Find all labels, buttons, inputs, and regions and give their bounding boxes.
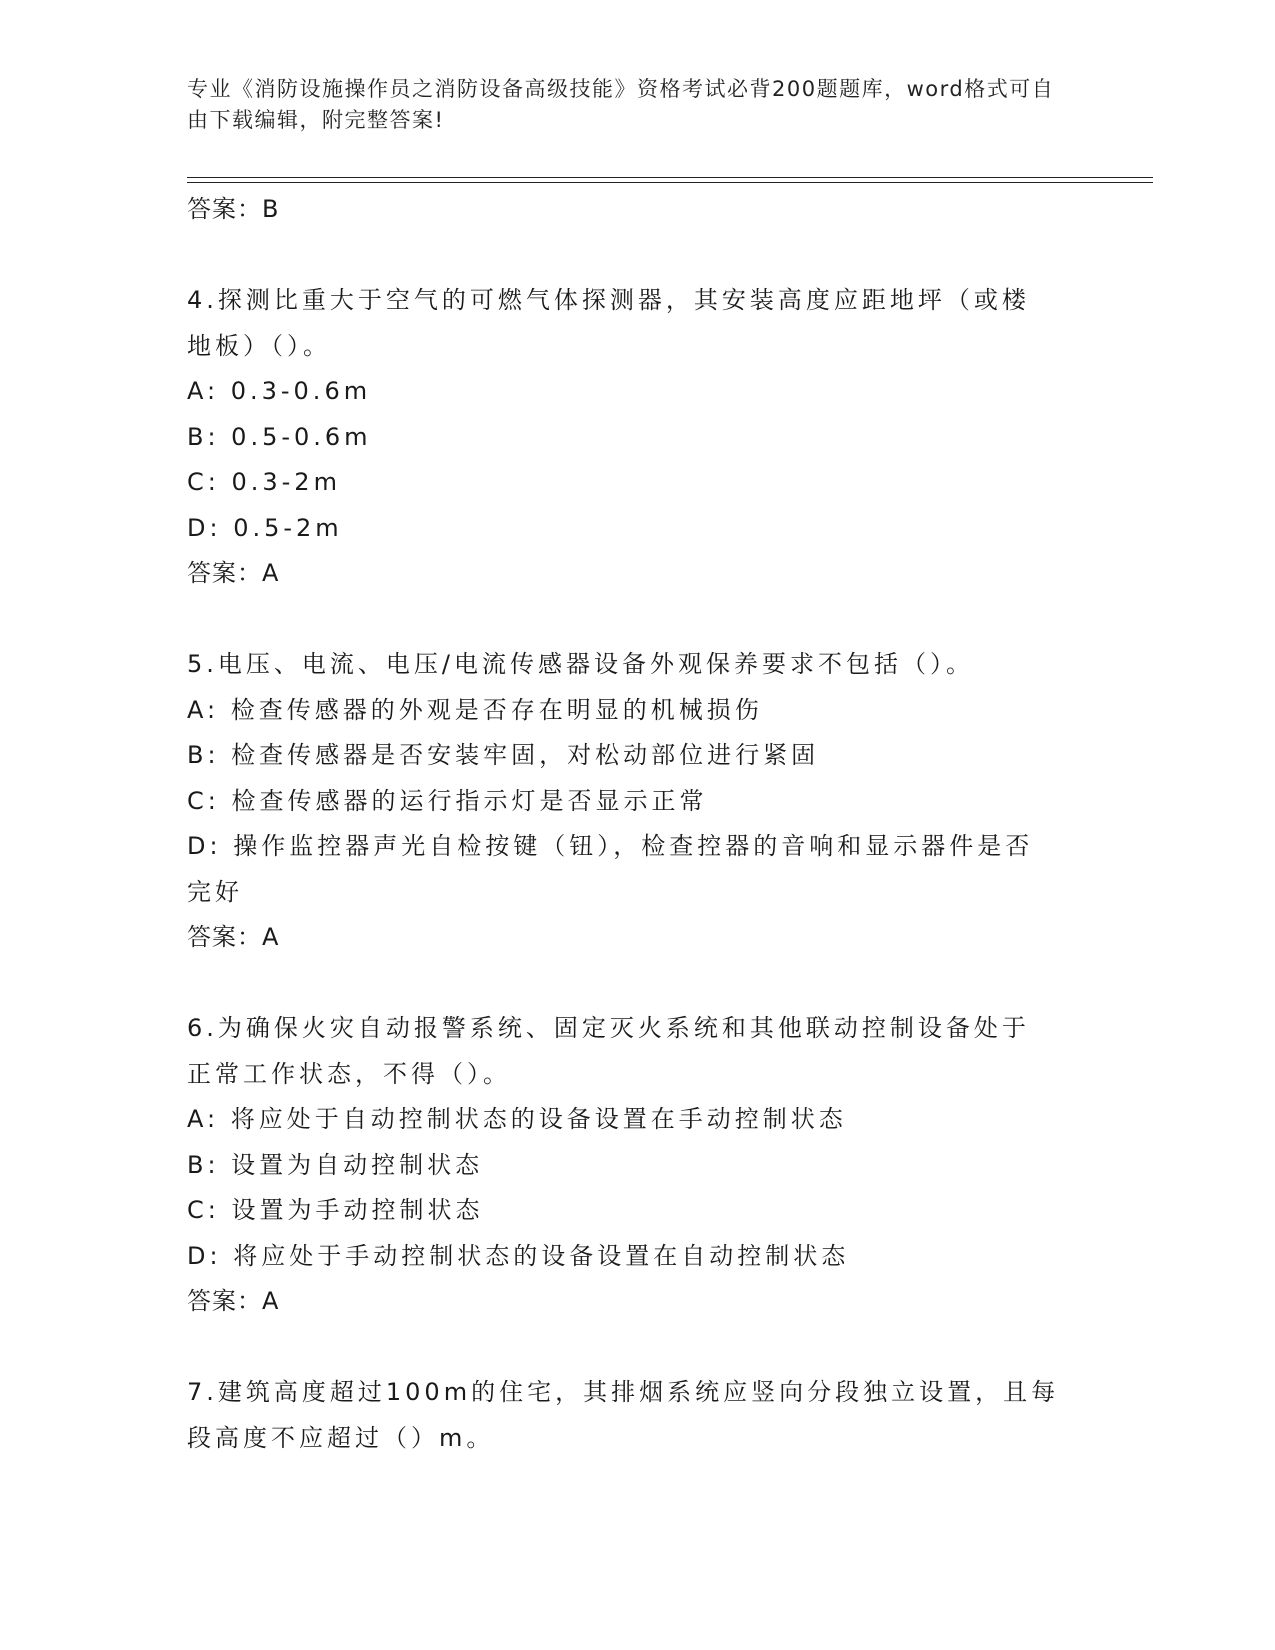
- option-c: C: 检查传感器的运行指示灯是否显示正常: [187, 786, 708, 815]
- option-a: A: 检查传感器的外观是否存在明显的机械损伤: [187, 695, 763, 724]
- option-b: B: 检查传感器是否安装牢固，对松动部位进行紧固: [187, 741, 820, 769]
- answer: 答案：A: [187, 923, 280, 951]
- option-d: D: 0.5-2m: [187, 513, 343, 542]
- option-d-cont: 完好: [187, 877, 243, 906]
- question-stem-cont: 正常工作状态，不得（）。: [187, 1059, 511, 1088]
- option-d: D: 操作监控器声光自检按键（钮），检查控器的音响和显示器件是否: [187, 832, 1034, 860]
- question-list: [187, 187, 1067, 1461]
- option-b: B: 0.5-0.6m: [187, 422, 372, 451]
- answer-previous: 答案：B: [187, 195, 280, 223]
- question-6: [187, 1006, 1067, 1325]
- header-divider-bottom: [187, 182, 1153, 183]
- question-7: [187, 1370, 1067, 1461]
- option-a: A: 0.3-0.6m: [187, 377, 372, 405]
- option-d: D: 将应处于手动控制状态的设备设置在自动控制状态: [187, 1241, 850, 1270]
- question-stem-cont: 地板）（）。: [187, 331, 331, 360]
- question-stem: 6.为确保火灾自动报警系统、固定灭火系统和其他联动控制设备处于: [187, 1014, 1030, 1042]
- question-4: [187, 278, 1067, 597]
- question-stem: 7.建筑高度超过100m的住宅，其排烟系统应竖向分段独立设置，且每: [187, 1378, 1060, 1406]
- answer: 答案：A: [187, 1287, 280, 1315]
- question-stem-cont: 段高度不应超过（）m。: [187, 1423, 495, 1452]
- option-b: B: 设置为自动控制状态: [187, 1150, 484, 1179]
- document-header: 专业《消防设施操作员之消防设备高级技能》资格考试必背200题题库，word格式可自由下载编辑，附完整答案!: [187, 77, 1055, 132]
- question-stem: 4.探测比重大于空气的可燃气体探测器，其安装高度应距地坪（或楼: [187, 286, 1030, 314]
- header-divider-top: [187, 177, 1153, 178]
- question-5: [187, 642, 1067, 961]
- answer: 答案：A: [187, 559, 280, 587]
- option-a: A: 将应处于自动控制状态的设备设置在手动控制状态: [187, 1105, 847, 1133]
- option-c: C: 0.3-2m: [187, 468, 341, 496]
- option-c: C: 设置为手动控制状态: [187, 1196, 484, 1224]
- question-stem: 5.电压、电流、电压/电流传感器设备外观保养要求不包括（）。: [187, 650, 974, 678]
